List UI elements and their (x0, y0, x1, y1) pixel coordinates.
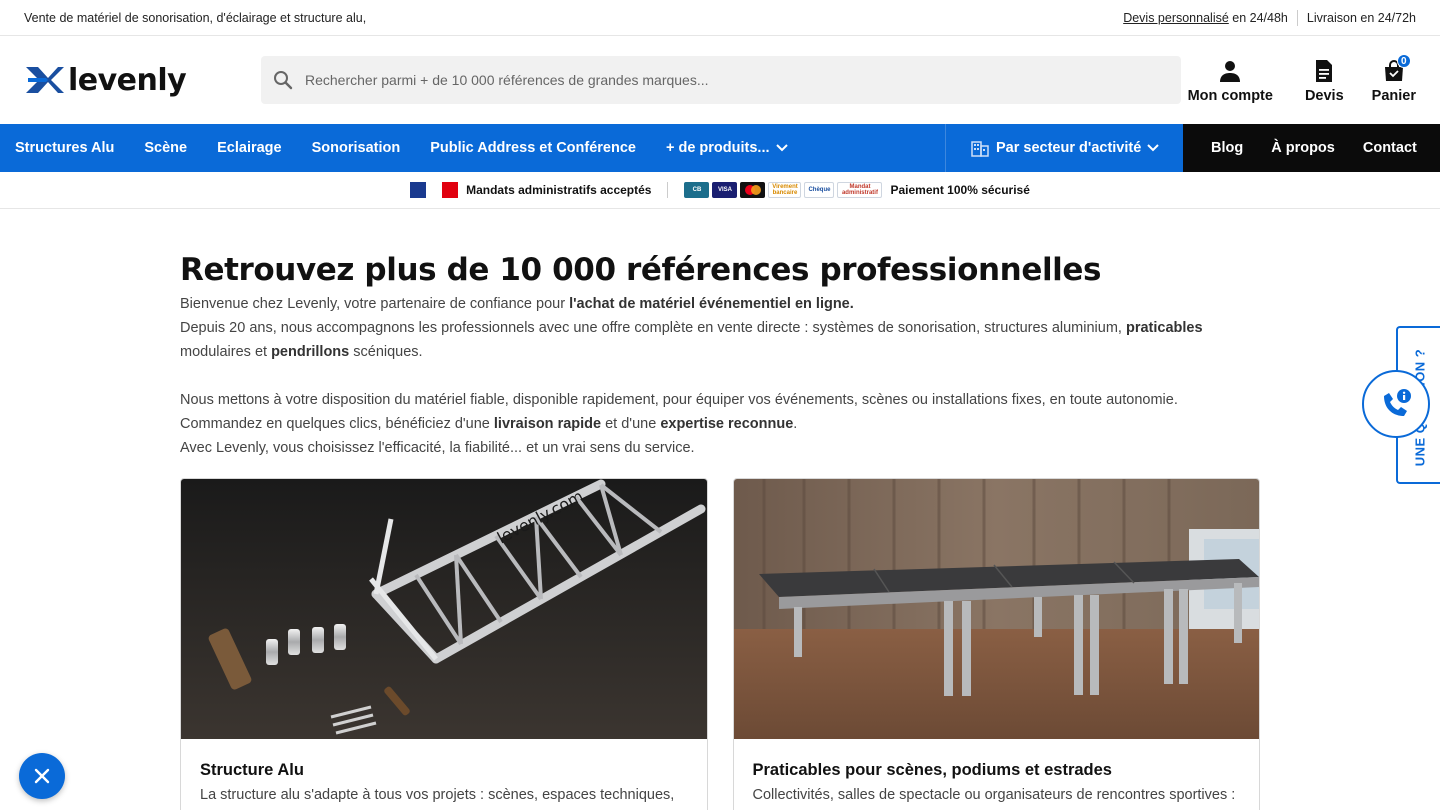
text-span: Bienvenue chez Levenly, votre partenaire de confiance pour (180, 296, 570, 312)
search-input[interactable] (305, 72, 1145, 88)
text-strong: expertise reconnue (660, 416, 794, 432)
text-strong: l'achat de matériel événementiel en ligne. (569, 296, 854, 312)
intro-paragraph (180, 316, 1260, 364)
text-span: scéniques. (349, 344, 423, 360)
search-icon[interactable] (271, 68, 295, 92)
republique-francaise-logo (410, 182, 458, 198)
card-description: Collectivités, salles de spectacle ou organisateurs de rencontres sportives : (752, 787, 1236, 803)
phone-info-icon (1378, 386, 1414, 422)
text-span: Depuis 20 ans, nous accompagnons les professionnels avec une offre complète en vente directe : systèmes de sonorisation, structures aluminium, (180, 320, 1126, 336)
cart-label: Panier (1371, 88, 1416, 104)
user-icon (1218, 59, 1242, 83)
payment-methods (684, 182, 882, 198)
intro-paragraph (180, 292, 1260, 316)
intro-paragraph (180, 412, 1260, 436)
sector-label: Par secteur d'activité (996, 140, 1142, 156)
top-bar (0, 0, 1440, 36)
category-cards (180, 478, 1260, 810)
text-strong: praticables (1125, 320, 1203, 336)
check-icon: Chèque (804, 182, 834, 198)
help-button[interactable] (1362, 370, 1430, 438)
secure-payment-text: Paiement 100% sécurisé (890, 183, 1030, 197)
cb-card-icon: CB (684, 182, 709, 198)
visa-card-icon: VISA (712, 182, 737, 198)
account-label: Mon compte (1187, 88, 1273, 104)
category-card-structure-alu[interactable] (180, 478, 708, 810)
logo-mark-icon (24, 65, 64, 95)
divider (667, 182, 668, 198)
card-body (181, 739, 707, 810)
cart-count-badge: 0 (1397, 54, 1411, 68)
text-strong: pendrillons (271, 344, 350, 360)
aluminum-truss-image (181, 479, 707, 739)
trust-strip (0, 172, 1440, 209)
text-strong: livraison rapide (493, 416, 602, 432)
site-header (0, 36, 1440, 124)
svg-text:levenly.com: levenly.com (493, 486, 587, 548)
quote-label: Devis (1304, 88, 1344, 104)
intro-paragraph: Avec Levenly, vous choisissez l'efficacité, la fiabilité... et un vrai sens du service. (180, 440, 695, 456)
secondary-nav (1183, 124, 1440, 172)
more-products-label: + de produits... (665, 140, 770, 156)
delivery-info: Livraison en 24/72h (1306, 10, 1416, 25)
close-button[interactable] (19, 753, 65, 799)
text-span: modulaires et (180, 344, 272, 360)
page-title: Retrouvez plus de 10 000 références professionnelles (180, 252, 1102, 288)
admin-orders-text: Mandats administratifs acceptés (466, 183, 652, 197)
stage-platform-image (734, 479, 1260, 739)
chevron-down-icon (776, 144, 788, 152)
logo[interactable] (24, 60, 237, 100)
top-bar-links (1123, 10, 1416, 26)
nav-item-contact[interactable]: Contact (1362, 140, 1417, 156)
nav-item-eclairage[interactable]: Eclairage (217, 140, 282, 156)
quote-info (1123, 11, 1288, 25)
nav-item-structures[interactable]: Structures Alu (15, 140, 115, 156)
main-content (180, 248, 1260, 810)
intro-paragraph: Nous mettons à votre disposition du matériel fiable, disponible rapidement, pour équiper vos événements, scènes ou installations fixes, en toute autonomie. (180, 392, 1178, 408)
card-title: Structure Alu (200, 761, 304, 779)
search-bar (261, 56, 1181, 104)
text-span: Commandez en quelques clics, bénéficiez d'une (180, 416, 494, 432)
chevron-down-icon (1147, 144, 1159, 152)
logo-text: levenly (68, 62, 187, 98)
main-nav (0, 124, 1440, 172)
nav-item-sonorisation[interactable]: Sonorisation (311, 140, 401, 156)
category-card-praticables[interactable] (733, 478, 1261, 810)
divider (1297, 10, 1298, 26)
text-span: . (793, 416, 798, 432)
close-icon (34, 768, 50, 784)
nav-item-blog[interactable]: Blog (1211, 140, 1244, 156)
document-icon (1314, 59, 1334, 83)
intro-text (180, 292, 1260, 460)
mastercard-icon (740, 182, 765, 198)
card-body (734, 739, 1260, 810)
quote-link[interactable]: Devis personnalisé (1123, 10, 1229, 25)
nav-item-scene[interactable]: Scène (144, 140, 188, 156)
cart-button[interactable] (1371, 55, 1416, 104)
quote-delay: en 24/48h (1228, 10, 1288, 25)
quote-button[interactable] (1305, 58, 1344, 104)
card-description: La structure alu s'adapte à tous vos projets : scènes, espaces techniques, (200, 787, 675, 803)
text-span: et d'une (601, 416, 661, 432)
nav-item-more-products[interactable] (651, 124, 803, 172)
tagline: Vente de matériel de sonorisation, d'éclairage et structure alu, (24, 10, 367, 25)
bank-transfer-icon: Virement bancaire (768, 182, 801, 198)
nav-item-about[interactable]: À propos (1271, 140, 1335, 156)
nav-item-public-address[interactable]: Public Address et Conférence (430, 140, 636, 156)
spacer (180, 364, 1260, 388)
building-icon (971, 139, 989, 157)
card-title: Praticables pour scènes, podiums et estrades (752, 761, 1112, 779)
header-actions (1188, 56, 1416, 104)
sector-dropdown[interactable] (945, 124, 1183, 172)
admin-mandate-icon: Mandat administratif (837, 182, 882, 198)
account-button[interactable] (1188, 58, 1273, 104)
category-nav (0, 124, 945, 172)
